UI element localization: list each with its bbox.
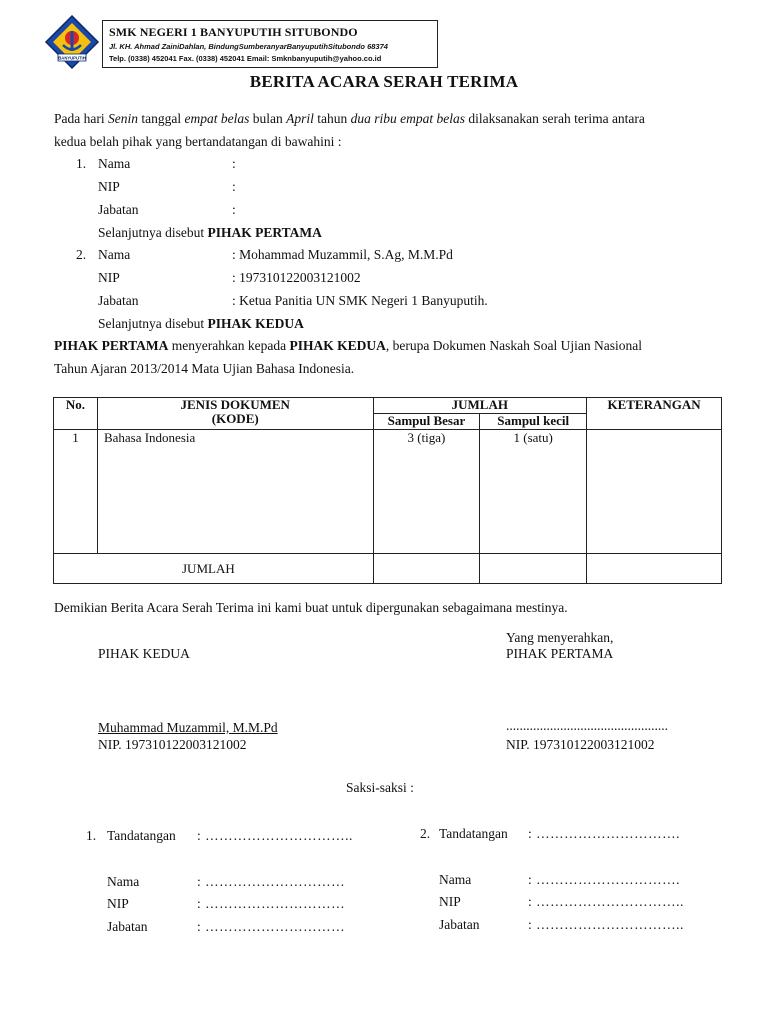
total-kecil bbox=[480, 554, 587, 584]
letterhead-box bbox=[102, 20, 438, 68]
left-role: PIHAK KEDUA bbox=[98, 646, 190, 661]
party2-jabatan-label: Jabatan bbox=[98, 293, 139, 308]
col-header-jenis bbox=[97, 398, 373, 430]
party2-nip-value: : 197310122003121002 bbox=[232, 270, 361, 285]
party2-nip-label: NIP bbox=[98, 270, 120, 285]
party1-nip-value: : bbox=[232, 179, 236, 194]
party2-jabatan-value: : Ketua Panitia UN SMK Negeri 1 Banyuputih. bbox=[232, 293, 488, 308]
intro-line-1 bbox=[54, 111, 645, 127]
closing-statement: Demikian Berita Acara Serah Terima ini kami buat untuk dipergunakan sebagaimana mestinya. bbox=[54, 600, 568, 615]
party1-nama-label: Nama bbox=[98, 156, 131, 171]
cell-keterangan bbox=[587, 430, 722, 554]
right-signatory-nip: NIP. 197310122003121002 bbox=[506, 737, 655, 752]
handover-text: menyerahkan kepada bbox=[168, 338, 290, 353]
party2-nama-value: : Mohammad Muzammil, S.Ag, M.M.Pd bbox=[232, 247, 453, 262]
school-logo bbox=[44, 14, 100, 70]
intro-text: tanggal bbox=[137, 111, 185, 126]
right-role: PIHAK PERTAMA bbox=[506, 646, 614, 661]
handover-line-2: Tahun Ajaran 2013/2014 Mata Ujian Bahasa Indonesia. bbox=[54, 361, 355, 376]
right-signatory-name: ................................................ bbox=[506, 718, 668, 733]
col-header-jumlah: JUMLAH bbox=[373, 398, 587, 414]
intro-day: Senin bbox=[107, 111, 138, 126]
document-table bbox=[53, 397, 722, 584]
handover-party1: PIHAK PERTAMA bbox=[54, 338, 169, 353]
witness1-nama-label: Nama bbox=[107, 874, 140, 889]
witness1-nip-dots: : ………………………… bbox=[197, 896, 346, 911]
witness1-number: 1. bbox=[86, 828, 97, 843]
witness2-nama-dots: : …………………………. bbox=[528, 872, 681, 887]
witness1-ttd-label: Tandatangan bbox=[107, 828, 176, 843]
handover-party2: PIHAK KEDUA bbox=[289, 338, 386, 353]
witness2-ttd-dots: : …………………………. bbox=[528, 826, 681, 841]
cell-no: 1 bbox=[54, 430, 98, 554]
logo-text: BANYUPUTIH bbox=[58, 55, 86, 61]
witness1-jabatan-label: Jabatan bbox=[107, 919, 148, 934]
col-header-sampul-besar: Sampul Besar bbox=[373, 414, 480, 430]
witness2-nama-label: Nama bbox=[439, 872, 472, 887]
left-signatory-nip: NIP. 197310122003121002 bbox=[98, 737, 247, 752]
witness2-nip-dots: : ………………………….. bbox=[528, 894, 684, 909]
intro-year: dua ribu empat belas bbox=[350, 111, 465, 126]
col-header-jenis-label: JENIS DOKUMEN bbox=[180, 397, 290, 412]
party1-nama-value: : bbox=[232, 156, 236, 171]
witness2-ttd-label: Tandatangan bbox=[439, 826, 508, 841]
intro-text: tahun bbox=[313, 111, 351, 126]
col-header-no: No. bbox=[54, 398, 98, 430]
total-besar bbox=[373, 554, 480, 584]
school-contact: Telp. (0338) 452041 Fax. (0338) 452041 Email: Smknbanyuputih@yahoo.co.id bbox=[109, 54, 382, 63]
intro-text: Pada hari bbox=[54, 111, 108, 126]
party1-called-name: PIHAK PERTAMA bbox=[207, 225, 322, 240]
witness2-nip-label: NIP bbox=[439, 894, 461, 909]
intro-text: dilaksanakan serah terima antara bbox=[465, 111, 645, 126]
col-header-keterangan: KETERANGAN bbox=[587, 398, 722, 430]
witness1-nama-dots: : ………………………… bbox=[197, 874, 346, 889]
witness2-number: 2. bbox=[420, 826, 431, 841]
col-header-sampul-kecil: Sampul kecil bbox=[480, 414, 587, 430]
total-keterangan bbox=[587, 554, 722, 584]
school-address: Jl. KH. Ahmad ZainiDahlan, BindungSumberanyarBanyuputihSitubondo 68374 bbox=[109, 42, 388, 51]
page-title: BERITA ACARA SERAH TERIMA bbox=[249, 72, 519, 91]
witness1-ttd-dots: : ………………………….. bbox=[197, 828, 353, 843]
party1-jabatan-value: : bbox=[232, 202, 236, 217]
left-signatory-name: Muhammad Muzammil, M.M.Pd bbox=[98, 720, 278, 735]
party2-number: 2. bbox=[76, 247, 87, 262]
witness2-jabatan-label: Jabatan bbox=[439, 917, 480, 932]
party1-nip-label: NIP bbox=[98, 179, 120, 194]
party2-called bbox=[98, 316, 304, 332]
intro-line-2: kedua belah pihak yang bertandatangan di bawahini : bbox=[54, 134, 342, 149]
party2-called-name: PIHAK KEDUA bbox=[207, 316, 304, 331]
witnesses-title: Saksi-saksi : bbox=[346, 780, 414, 795]
col-header-kode-label: (KODE) bbox=[211, 411, 259, 426]
handover-text: , berupa Dokumen Naskah Soal Ujian Nasional bbox=[385, 338, 642, 353]
party2-nama-label: Nama bbox=[98, 247, 131, 262]
cell-jenis: Bahasa Indonesia bbox=[97, 430, 373, 554]
table-row bbox=[54, 430, 722, 554]
school-name: SMK NEGERI 1 BANYUPUTIH SITUBONDO bbox=[109, 25, 358, 39]
party2-called-prefix: Selanjutnya disebut bbox=[98, 316, 208, 331]
witness1-jabatan-dots: : ………………………… bbox=[197, 919, 346, 934]
witness1-nip-label: NIP bbox=[107, 896, 129, 911]
party1-called bbox=[98, 225, 322, 241]
witness2-jabatan-dots: : ………………………….. bbox=[528, 917, 684, 932]
handover-line-1 bbox=[54, 338, 642, 354]
intro-month: April bbox=[286, 111, 314, 126]
intro-date: empat belas bbox=[184, 111, 250, 126]
intro-text: bulan bbox=[249, 111, 287, 126]
total-label: JUMLAH bbox=[54, 554, 374, 584]
cell-sampul-kecil: 1 (satu) bbox=[480, 430, 587, 554]
right-caption: Yang menyerahkan, bbox=[506, 630, 614, 645]
cell-sampul-besar: 3 (tiga) bbox=[373, 430, 480, 554]
party1-called-prefix: Selanjutnya disebut bbox=[98, 225, 208, 240]
table-total-row bbox=[54, 554, 722, 584]
party1-jabatan-label: Jabatan bbox=[98, 202, 139, 217]
party1-number: 1. bbox=[76, 156, 87, 171]
